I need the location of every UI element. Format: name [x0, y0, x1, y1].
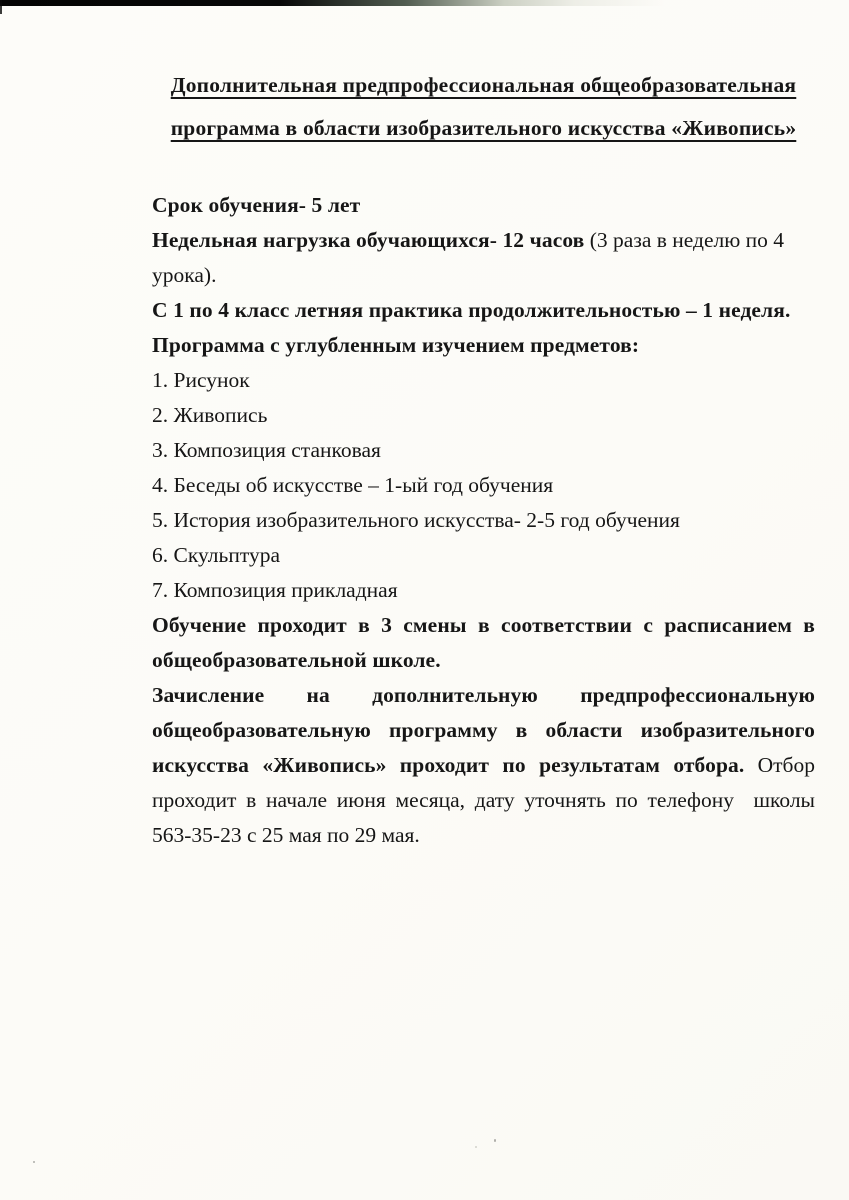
list-item [152, 538, 815, 573]
paragraph [152, 328, 815, 363]
list-item [152, 398, 815, 433]
text-segment: 2. Живопись [152, 403, 268, 427]
text-segment: Срок обучения- 5 лет [152, 193, 361, 217]
text-segment: 1. Рисунок [152, 368, 250, 392]
text-segment: 6. Скульптура [152, 543, 280, 567]
paragraph [152, 223, 815, 293]
list-item [152, 468, 815, 503]
text-segment: Отбор проходит в начале июня месяца, дату уточнять по телефону школы 563-35-23 с 25 мая по 29 мая. [152, 753, 821, 847]
document-body [152, 188, 821, 853]
document-content [152, 64, 821, 853]
paragraph [152, 188, 815, 223]
scan-speck [475, 1146, 477, 1148]
title-line-2: программа в области изобразительного искусства «Живопись» [170, 116, 797, 140]
title-line-1: Дополнительная предпрофессиональная общеобразовательная [170, 73, 797, 97]
list-item [152, 503, 815, 538]
text-segment: Программа с углубленным изучением предметов: [152, 333, 640, 357]
text-segment: Обучение проходит в 3 смены в соответствии с расписанием в общеобразовательной школе. [152, 613, 821, 672]
list-item [152, 573, 815, 608]
paragraph [152, 293, 815, 328]
text-segment: Недельная нагрузка обучающихся- 12 часов [152, 228, 585, 252]
text-segment: 4. Беседы об искусстве – 1-ый год обучения [152, 473, 554, 497]
text-segment: 3. Композиция станковая [152, 438, 381, 462]
text-segment: С 1 по 4 класс летняя практика продолжительностью – 1 неделя. [152, 298, 791, 322]
scan-edge-artifact [0, 0, 700, 6]
scan-speck [494, 1139, 496, 1142]
list-item [152, 363, 815, 398]
text-segment: 5. История изобразительного искусства- 2-5 год обучения [152, 508, 680, 532]
text-segment: (3 раза в неделю по 4 урока). [152, 228, 790, 287]
document-title [152, 64, 815, 150]
scan-speck [33, 1161, 35, 1163]
paragraph [152, 678, 821, 853]
paragraph [152, 608, 821, 678]
text-segment: 7. Композиция прикладная [152, 578, 398, 602]
list-item [152, 433, 815, 468]
text-segment: Зачисление на дополнительную предпрофессиональную общеобразовательную программу в области изобразительного искусства «Живопись» проходит по результатам отбора. [152, 683, 821, 777]
scan-edge-artifact-left [0, 0, 2, 14]
